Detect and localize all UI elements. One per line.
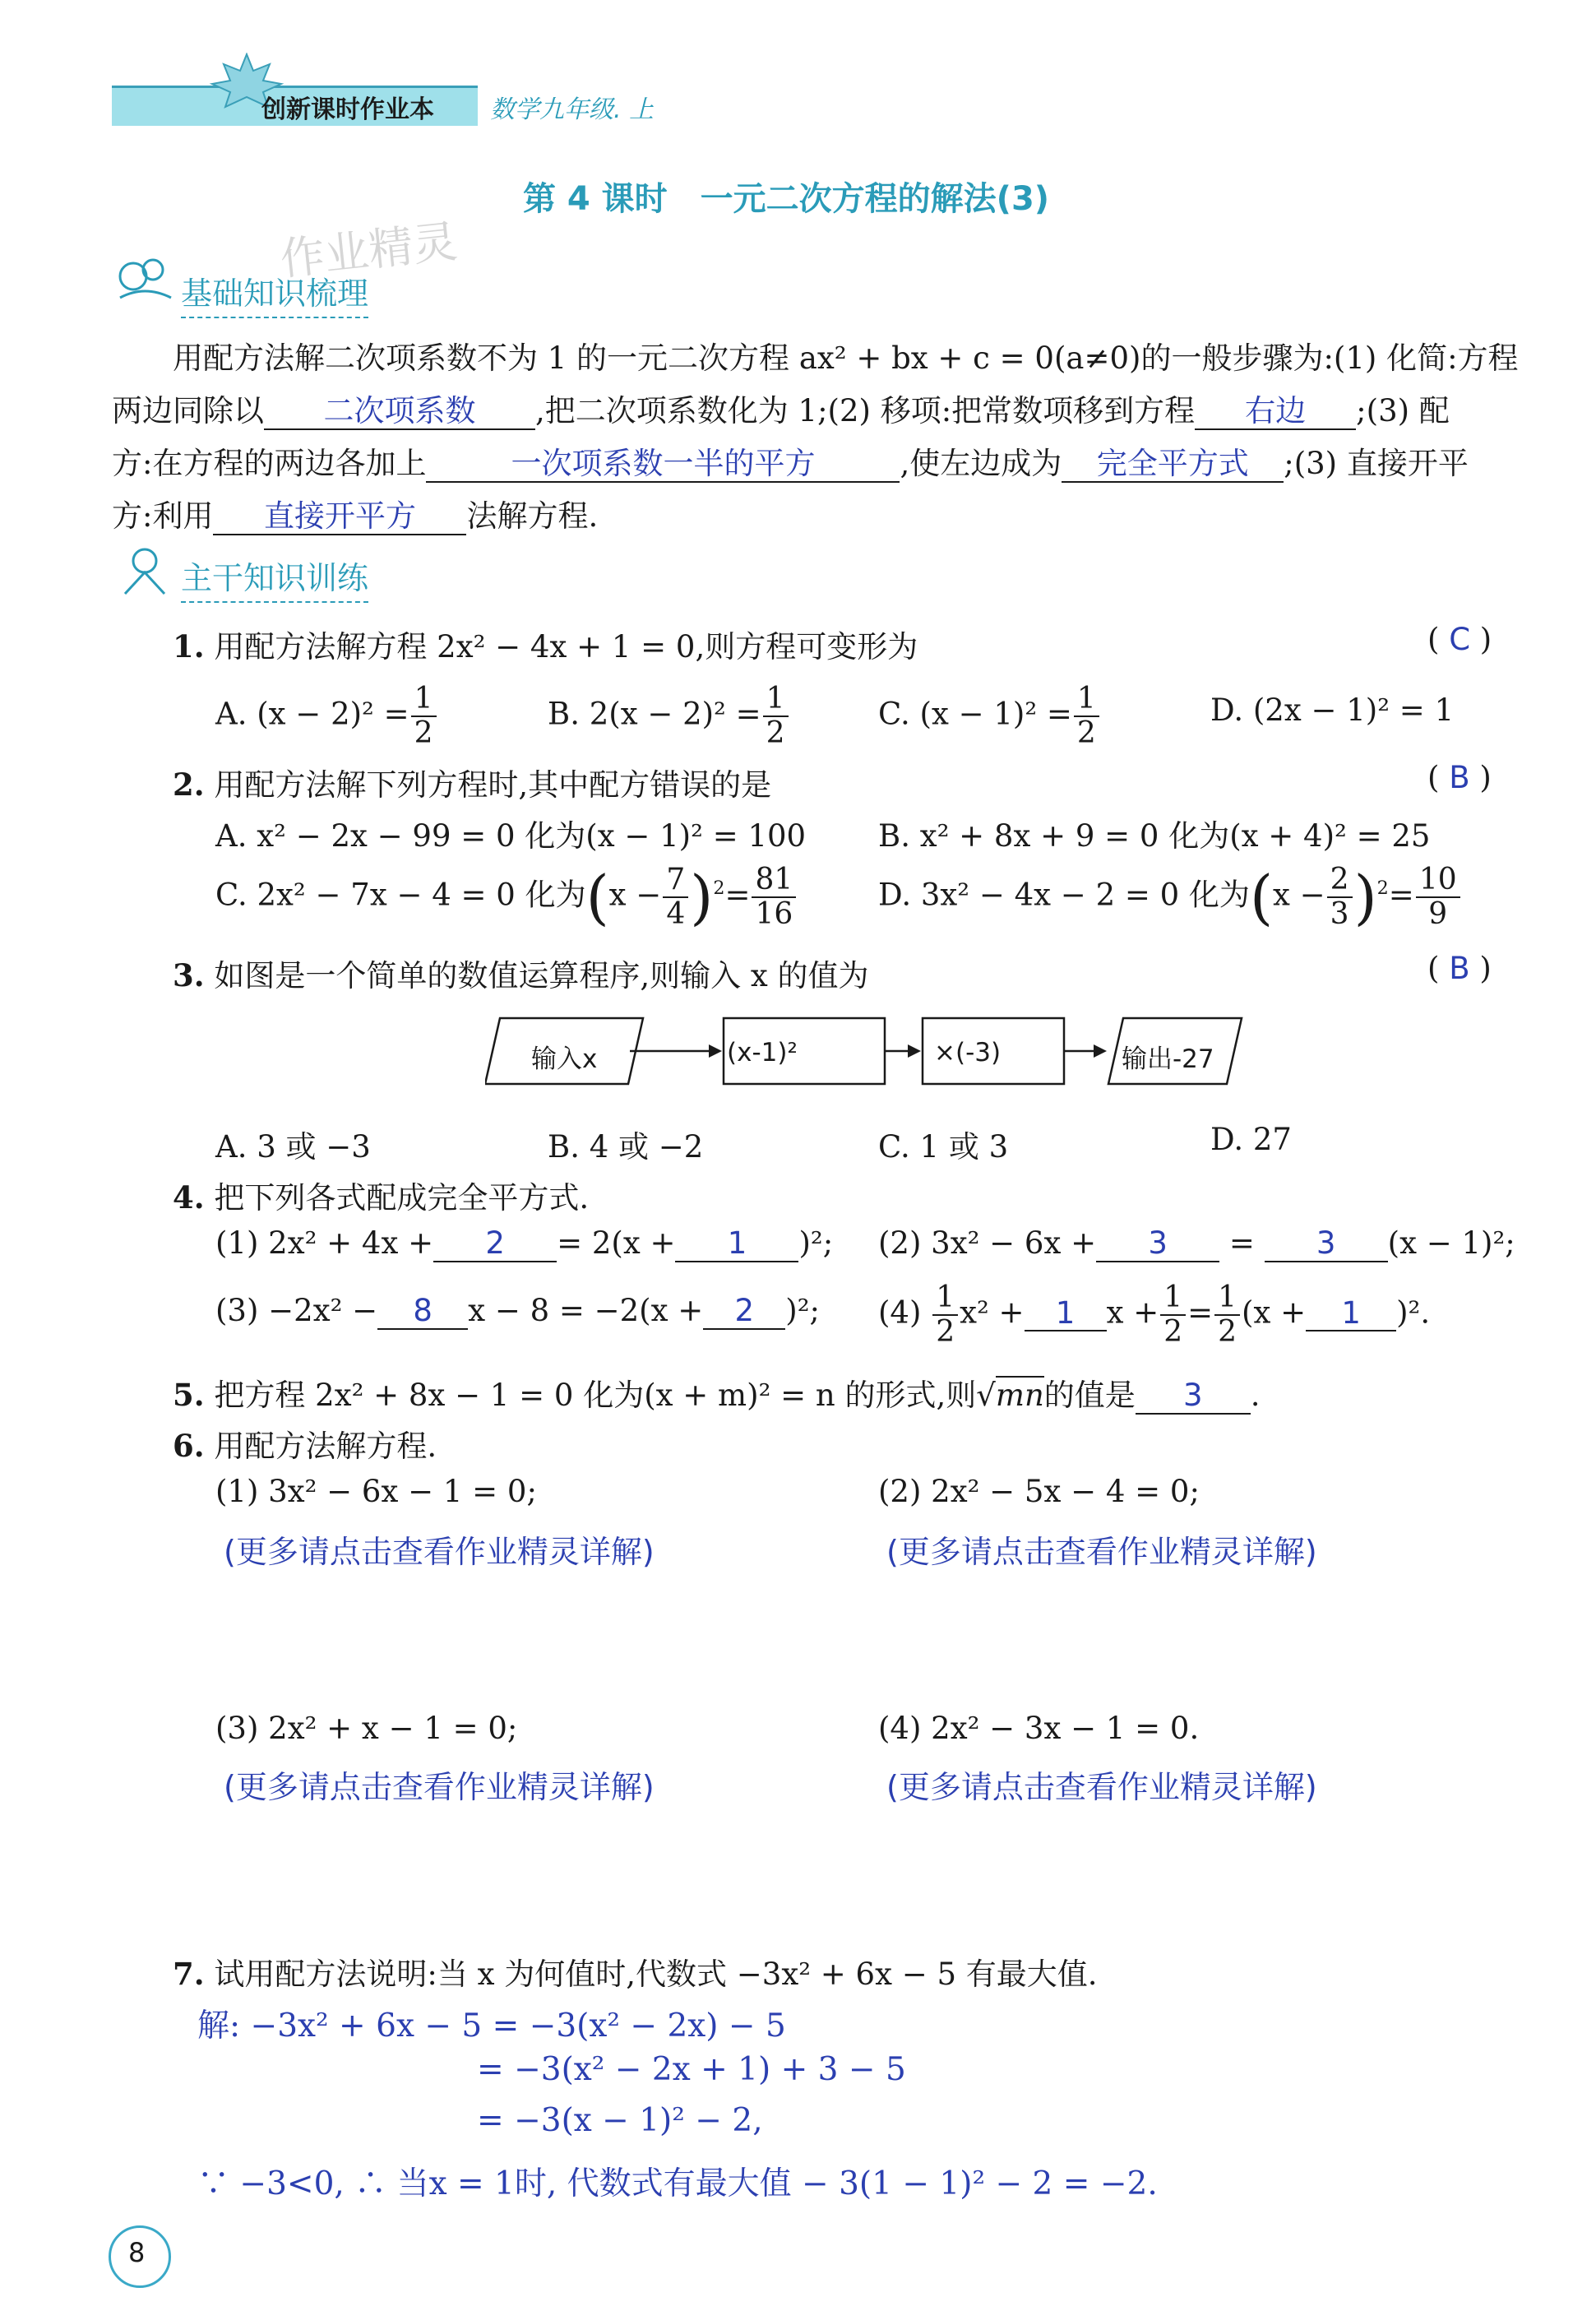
q1-option-a	[215, 684, 438, 748]
text: (x − 1)²;	[1387, 1225, 1515, 1261]
fraction	[752, 865, 796, 929]
text: )²;	[785, 1293, 820, 1328]
header-subject: 数学九年级. 上	[490, 95, 655, 124]
q4-text: 把下列各式配成完全平方式.	[214, 1180, 590, 1216]
q2-text: 用配方法解下列方程时,其中配方错误的是	[214, 767, 772, 803]
text: =	[1187, 1294, 1214, 1331]
option-text: D. 3x² − 4x − 2 = 0 化为	[878, 877, 1250, 913]
denominator: 3	[1330, 897, 1349, 931]
q5-blank[interactable]: 3	[1136, 1379, 1251, 1415]
q5-text: 把方程 2x² + 8x − 1 = 0 化为(x + m)² = n 的形式,则	[214, 1378, 977, 1413]
arrow-icon	[709, 1044, 722, 1058]
denominator: 2	[414, 716, 433, 750]
q2-stem	[173, 760, 771, 804]
section1-line3	[112, 438, 1469, 483]
blank-3[interactable]: 一次项系数一半的平方	[426, 447, 900, 483]
blank[interactable]: 3	[1096, 1227, 1219, 1262]
fraction	[1416, 865, 1460, 929]
blank-1[interactable]: 二次项系数	[264, 395, 535, 430]
sqrt-icon: √	[976, 1378, 996, 1413]
option-text: A. (x − 2)² =	[215, 696, 409, 732]
option-text: C. 2x² − 7x − 4 = 0 化为	[215, 877, 586, 913]
q1-option-d: D. (2x − 1)² = 1	[1210, 692, 1455, 728]
denominator: 2	[1163, 1315, 1183, 1349]
section-heading-icon	[112, 252, 178, 309]
q6-more-link-3[interactable]: (更多请点击查看作业精灵详解)	[224, 1769, 655, 1805]
option-text: B. 2(x − 2)² =	[548, 696, 761, 732]
blank[interactable]: 2	[433, 1227, 557, 1262]
text: 两边同除以	[112, 393, 264, 428]
page-number: 8	[128, 2237, 146, 2268]
text: (3) −2x² −	[215, 1293, 378, 1328]
denominator: 2	[1218, 1315, 1237, 1349]
watermark: 作业精灵	[277, 215, 460, 286]
q6-part1: (1) 3x² − 6x − 1 = 0;	[215, 1474, 537, 1509]
q2-number: 2.	[173, 766, 205, 803]
fraction	[1074, 684, 1099, 748]
blank[interactable]: 1	[1025, 1297, 1107, 1332]
q6-number: 6.	[173, 1428, 205, 1464]
q4-part3	[215, 1293, 820, 1330]
text: ,把二次项系数化为 1;(2) 移项:把常数项移到方程	[535, 393, 1196, 428]
numerator: 7	[663, 865, 688, 898]
fraction	[932, 1280, 958, 1349]
numerator: 1	[1160, 1283, 1186, 1316]
blank-2[interactable]: 右边	[1195, 395, 1356, 430]
numerator: 1	[932, 1283, 958, 1316]
blank-5[interactable]: 直接开平方	[213, 500, 466, 535]
q7-solution-line1: 解: −3x² + 6x − 5 = −3(x² − 2x) − 5	[197, 2008, 786, 2045]
q7-solution-line2: = −3(x² − 2x + 1) + 3 − 5	[477, 2051, 906, 2088]
q2-option-a: A. x² − 2x − 99 = 0 化为(x − 1)² = 100	[215, 818, 807, 854]
text: ;(3) 直接开平	[1284, 446, 1469, 481]
section1-title: 基础知识梳理	[181, 268, 368, 318]
q6-text: 用配方法解方程.	[214, 1429, 437, 1464]
q5-stem: 5. 把方程 2x² + 8x − 1 = 0 化为(x + m)² = n 的形式,则√mn的值是 3 .	[173, 1377, 1261, 1413]
denominator: 4	[666, 897, 686, 931]
header-book-title: 创新课时作业本	[261, 95, 434, 124]
sqrt-content: mn	[995, 1378, 1044, 1413]
q6-part3: (3) 2x² + x − 1 = 0;	[215, 1711, 518, 1746]
denominator: 2	[936, 1315, 955, 1349]
numerator: 1	[411, 684, 437, 717]
text: (1) 2x² + 4x +	[215, 1225, 434, 1261]
q7-solution-line4: ∵ −3<0, ∴ 当x = 1时, 代数式有最大值 − 3(1 − 1)² − 2 = −2.	[197, 2165, 1158, 2202]
q1-number: 1.	[173, 628, 205, 665]
text: 法解方程.	[466, 498, 599, 534]
numerator: 2	[1327, 865, 1353, 898]
denominator: 2	[766, 716, 785, 750]
option-text: C. (x − 1)² =	[878, 696, 1072, 732]
blank[interactable]: 8	[377, 1294, 468, 1330]
q3-text: 如图是一个简单的数值运算程序,则输入 x 的值为	[214, 958, 869, 993]
blank[interactable]: 2	[703, 1294, 785, 1330]
q2-answer: ( B )	[1427, 760, 1492, 795]
q2-option-c: C. 2x² − 7x − 4 = 0 化为(x − $\frac{7}{4}$ )$^2$= $\frac{81}{16}$	[215, 865, 798, 929]
fraction	[663, 865, 688, 929]
q7-solution-line3: = −3(x − 1)² − 2,	[477, 2102, 763, 2139]
text: x² +	[960, 1294, 1025, 1331]
q3-stem	[173, 951, 869, 995]
fraction	[411, 684, 437, 748]
q3-answer-value[interactable]: B	[1449, 951, 1470, 986]
q6-more-link-1[interactable]: (更多请点击查看作业精灵详解)	[224, 1534, 655, 1570]
q1-answer: ( C )	[1427, 622, 1492, 657]
fraction	[1327, 865, 1353, 929]
q1-answer-value[interactable]: C	[1449, 622, 1471, 657]
numerator: 81	[752, 865, 796, 898]
q4-number: 4.	[173, 1179, 205, 1216]
numerator: 10	[1416, 865, 1460, 898]
q3-answer: ( B )	[1427, 951, 1492, 986]
text: (4)	[878, 1294, 922, 1331]
section1-line1: 用配方法解二次项系数不为 1 的一元二次方程 ax² + bx + c = 0(a≠0)的一般步骤为:(1) 化简:方程	[173, 340, 1519, 376]
arrow-icon	[908, 1044, 921, 1058]
blank[interactable]: 1	[675, 1227, 798, 1262]
blank-4[interactable]: 完全平方式	[1062, 447, 1284, 483]
denominator: 9	[1428, 897, 1448, 931]
q4-part1	[215, 1225, 833, 1262]
text: 方:在方程的两边各加上	[112, 446, 427, 481]
q3-option-b: B. 4 或 −2	[548, 1129, 704, 1165]
text: x − 8 = −2(x +	[468, 1293, 704, 1328]
q4-stem	[173, 1173, 589, 1217]
text: ;(3) 配	[1356, 393, 1450, 428]
q2-option-b: B. x² + 8x + 9 = 0 化为(x + 4)² = 25	[878, 818, 1431, 854]
text: =	[1228, 1225, 1255, 1261]
numerator: 1	[1214, 1283, 1240, 1316]
q5-text: 的值是	[1043, 1378, 1136, 1413]
text: x +	[1106, 1294, 1159, 1331]
section1-line4	[112, 491, 598, 535]
q6-stem	[173, 1421, 437, 1466]
flow-multiply-label: ×(-3)	[934, 1038, 1002, 1067]
q4-part2	[878, 1225, 1515, 1262]
section1-line2	[112, 386, 1450, 430]
denominator: 16	[755, 897, 793, 931]
q1-option-c	[878, 684, 1101, 748]
q1-option-b	[548, 684, 790, 748]
blank[interactable]: 3	[1265, 1227, 1388, 1262]
q5-number: 5.	[173, 1377, 205, 1413]
q1-text: 用配方法解方程 2x² − 4x + 1 = 0,则方程可变形为	[214, 629, 918, 665]
text: = 2(x +	[557, 1225, 676, 1261]
fraction	[763, 684, 789, 748]
flow-input-label: 输入x	[531, 1044, 598, 1074]
q3-option-c: C. 1 或 3	[878, 1129, 1009, 1165]
q6-part4: (4) 2x² − 3x − 1 = 0.	[878, 1711, 1200, 1746]
q7-number: 7.	[173, 1956, 205, 1992]
q2-answer-value[interactable]: B	[1449, 760, 1470, 795]
option-text: x −	[1273, 877, 1325, 913]
page-title: 第 4 课时 一元二次方程的解法(3)	[523, 180, 1050, 218]
text: ,使左边成为	[900, 446, 1062, 481]
q7-text: 试用配方法说明:当 x 为何值时,代数式 −3x² + 6x − 5 有最大值.	[214, 1957, 1098, 1992]
text: )²;	[798, 1225, 834, 1261]
option-text: x −	[608, 877, 662, 913]
text: (x +	[1242, 1294, 1307, 1331]
fraction	[1160, 1280, 1186, 1349]
q6-part2: (2) 2x² − 5x − 4 = 0;	[878, 1474, 1200, 1509]
flow-output-label: 输出-27	[1122, 1044, 1214, 1074]
q3-option-a: A. 3 或 −3	[215, 1129, 371, 1165]
flow-square-label: (x-1)²	[727, 1038, 798, 1067]
text: 方:利用	[112, 498, 214, 534]
q6-more-link-4[interactable]: (更多请点击查看作业精灵详解)	[886, 1769, 1317, 1805]
q3-number: 3.	[173, 957, 205, 993]
blank[interactable]: 1	[1306, 1297, 1396, 1332]
denominator: 2	[1076, 716, 1096, 750]
text: (2) 3x² − 6x +	[878, 1225, 1097, 1261]
q2-option-d: D. 3x² − 4x − 2 = 0 化为(x − $\frac{2}{3}$ )$^2$= $\frac{10}{9}$	[878, 865, 1462, 929]
section2-title: 主干知识训练	[181, 553, 368, 603]
arrow-icon	[1094, 1044, 1107, 1058]
q6-more-link-2[interactable]: (更多请点击查看作业精灵详解)	[886, 1534, 1317, 1570]
q7-stem	[173, 1949, 1098, 1994]
q1-stem	[173, 622, 918, 666]
numerator: 1	[1074, 684, 1099, 717]
q3-option-d: D. 27	[1210, 1122, 1292, 1157]
numerator: 1	[763, 684, 789, 717]
q4-part4	[878, 1280, 1431, 1349]
section-heading-icon	[112, 543, 178, 600]
fraction	[1214, 1280, 1240, 1349]
text: )².	[1396, 1294, 1431, 1331]
